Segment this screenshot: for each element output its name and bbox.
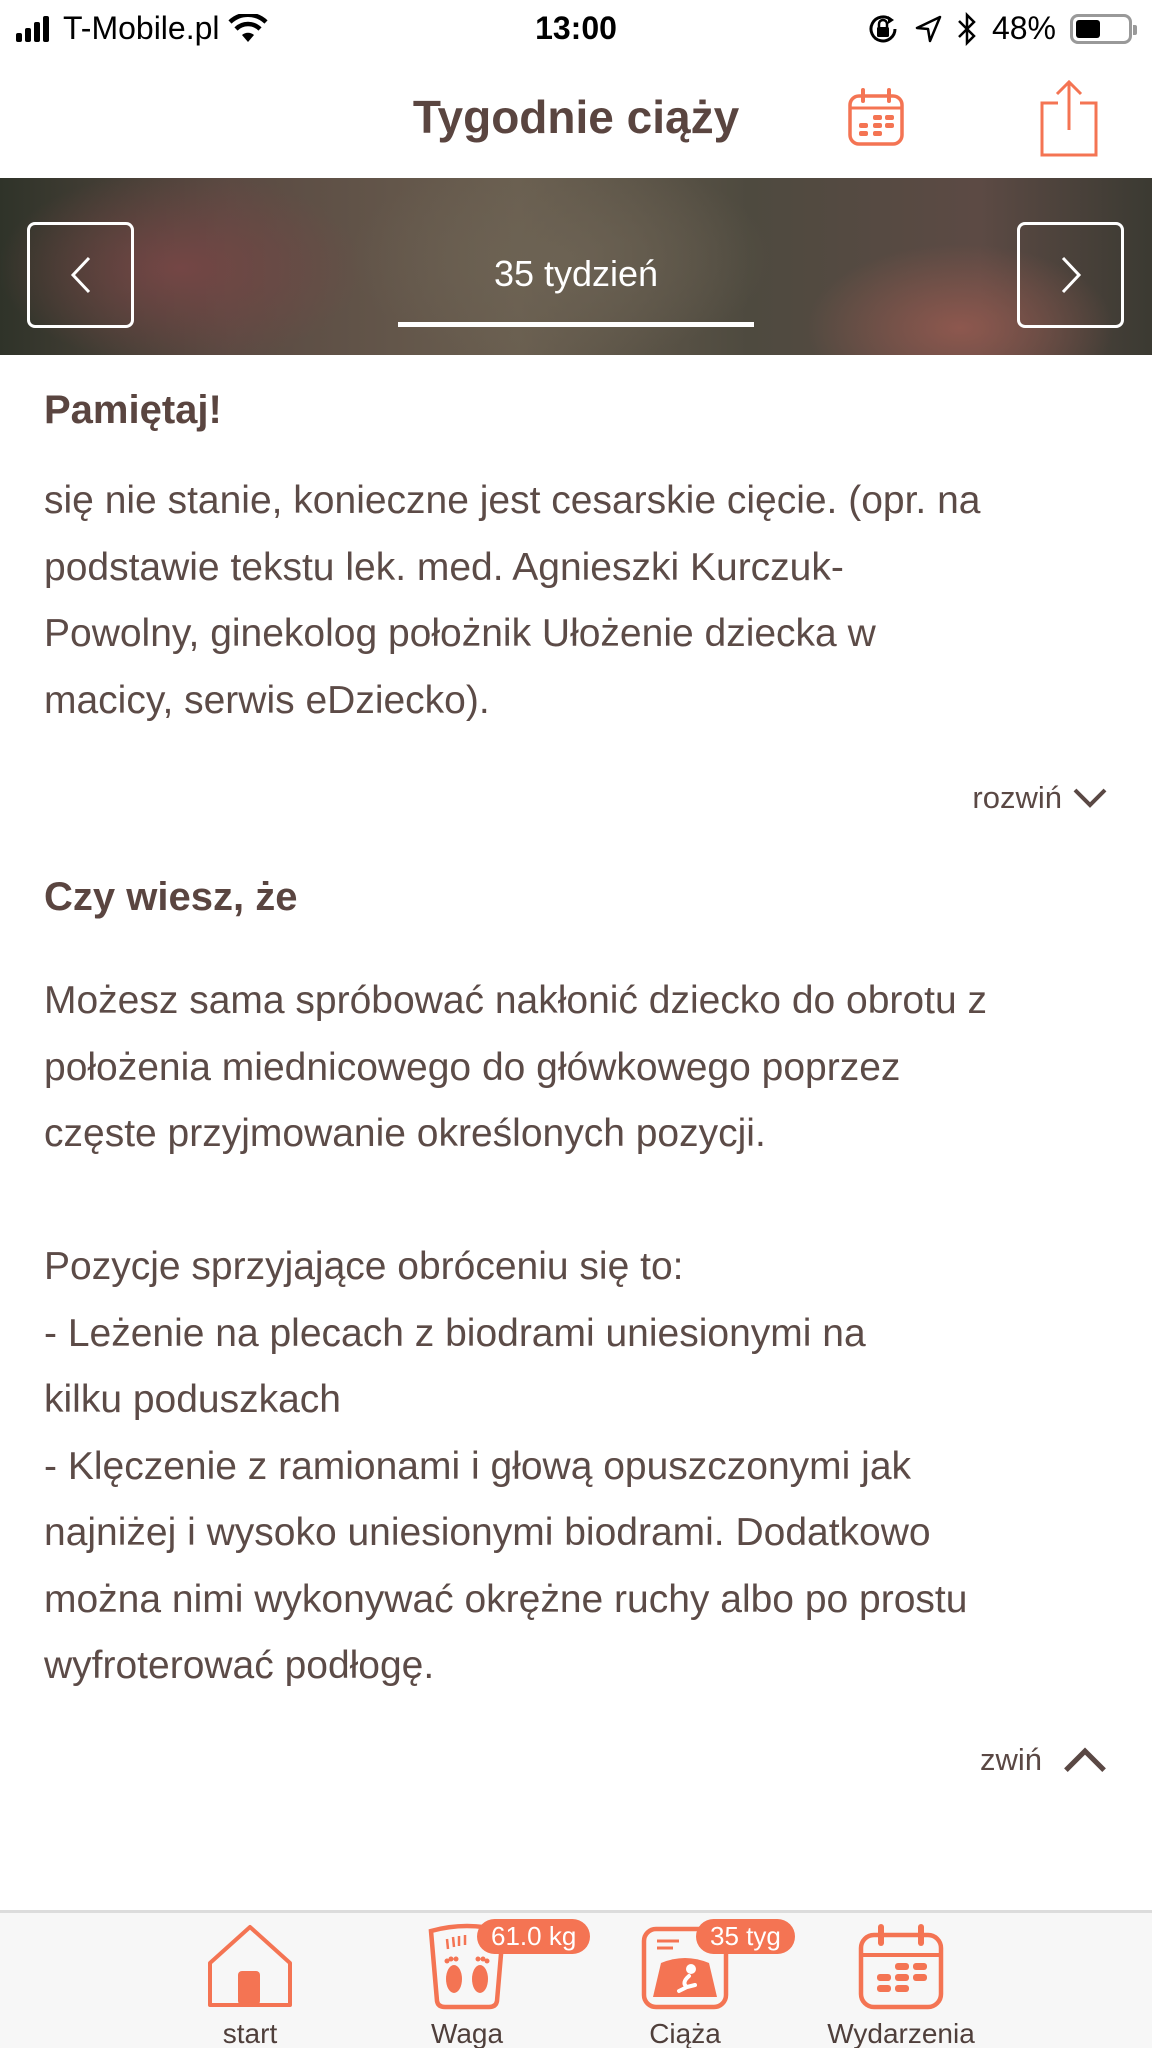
tab-label: start bbox=[222, 2018, 278, 2048]
section-title-did-you-know: Czy wiesz, że bbox=[44, 875, 298, 919]
calendar-icon[interactable] bbox=[846, 86, 906, 148]
expand-label: rozwiń bbox=[972, 780, 1062, 815]
week-underline bbox=[398, 322, 754, 327]
battery-icon bbox=[1070, 14, 1132, 44]
section-text-remember: się nie stanie, konieczne jest cesarskie cięcie. (opr. na podstawie tekstu lek. med. Agnieszki Kurczuk- Powolny, ginekolog położnik Ułożenie dziecka w macicy, serwis eDziecko). bbox=[44, 479, 981, 722]
carrier-name: T-Mobile.pl bbox=[63, 10, 220, 46]
tab-events[interactable] bbox=[806, 1913, 996, 2048]
tab-weight[interactable] bbox=[372, 1913, 577, 2048]
status-bar-right bbox=[866, 10, 1132, 47]
battery-percent: 48% bbox=[991, 10, 1056, 46]
pregnancy-week-badge: 35 tyg bbox=[696, 1919, 795, 1954]
clock: 13:00 bbox=[535, 10, 617, 46]
home-icon bbox=[204, 1923, 296, 2011]
tab-label: Waga bbox=[430, 2018, 504, 2048]
week-selector-banner bbox=[0, 178, 1152, 355]
rotation-lock-icon bbox=[866, 12, 900, 46]
collapse-label: zwiń bbox=[979, 1742, 1042, 1777]
tab-bar bbox=[0, 1910, 1152, 2048]
tab-start[interactable] bbox=[155, 1913, 345, 2048]
calendar-icon bbox=[855, 1923, 947, 2011]
tab-label: Ciąża bbox=[649, 2018, 721, 2048]
location-icon bbox=[914, 14, 942, 44]
chevron-down-icon bbox=[1072, 786, 1108, 810]
tab-pregnancy[interactable] bbox=[590, 1913, 780, 2048]
navigation-bar bbox=[0, 60, 1152, 178]
collapse-button[interactable] bbox=[980, 1742, 1108, 1778]
chevron-right-icon bbox=[1057, 255, 1085, 295]
tab-label: Wydarzenia bbox=[827, 2018, 975, 2048]
chevron-up-icon bbox=[1062, 1746, 1108, 1774]
bluetooth-icon bbox=[956, 12, 978, 46]
battery-fill bbox=[1076, 20, 1100, 38]
week-label: 35 tydzień bbox=[493, 253, 659, 294]
share-icon[interactable] bbox=[1038, 78, 1100, 158]
next-week-button[interactable] bbox=[1017, 222, 1124, 328]
weight-badge: 61.0 kg bbox=[477, 1919, 590, 1954]
expand-button[interactable] bbox=[972, 780, 1108, 816]
section-text-did-you-know: Możesz sama spróbować nakłonić dziecko do obrotu z położenia miednicowego do główkowego poprzez częste przyjmowanie określonych pozycji. Pozycje sprzyjające obróceniu się to: - Leżenie na plecach z biodrami uniesionymi na kilku poduszkach - Klęczenie z ramionami i głową opuszczonymi jak najniżej i wysoko uniesionymi biodrami. Dodatkowo można nimi wykonywać okrężne ruchy albo po prostu wyfroterować podłogę. bbox=[44, 979, 987, 1687]
section-title-remember: Pamiętaj! bbox=[44, 388, 222, 432]
status-bar bbox=[0, 0, 1152, 60]
page-title: Tygodnie ciąży bbox=[412, 91, 740, 143]
